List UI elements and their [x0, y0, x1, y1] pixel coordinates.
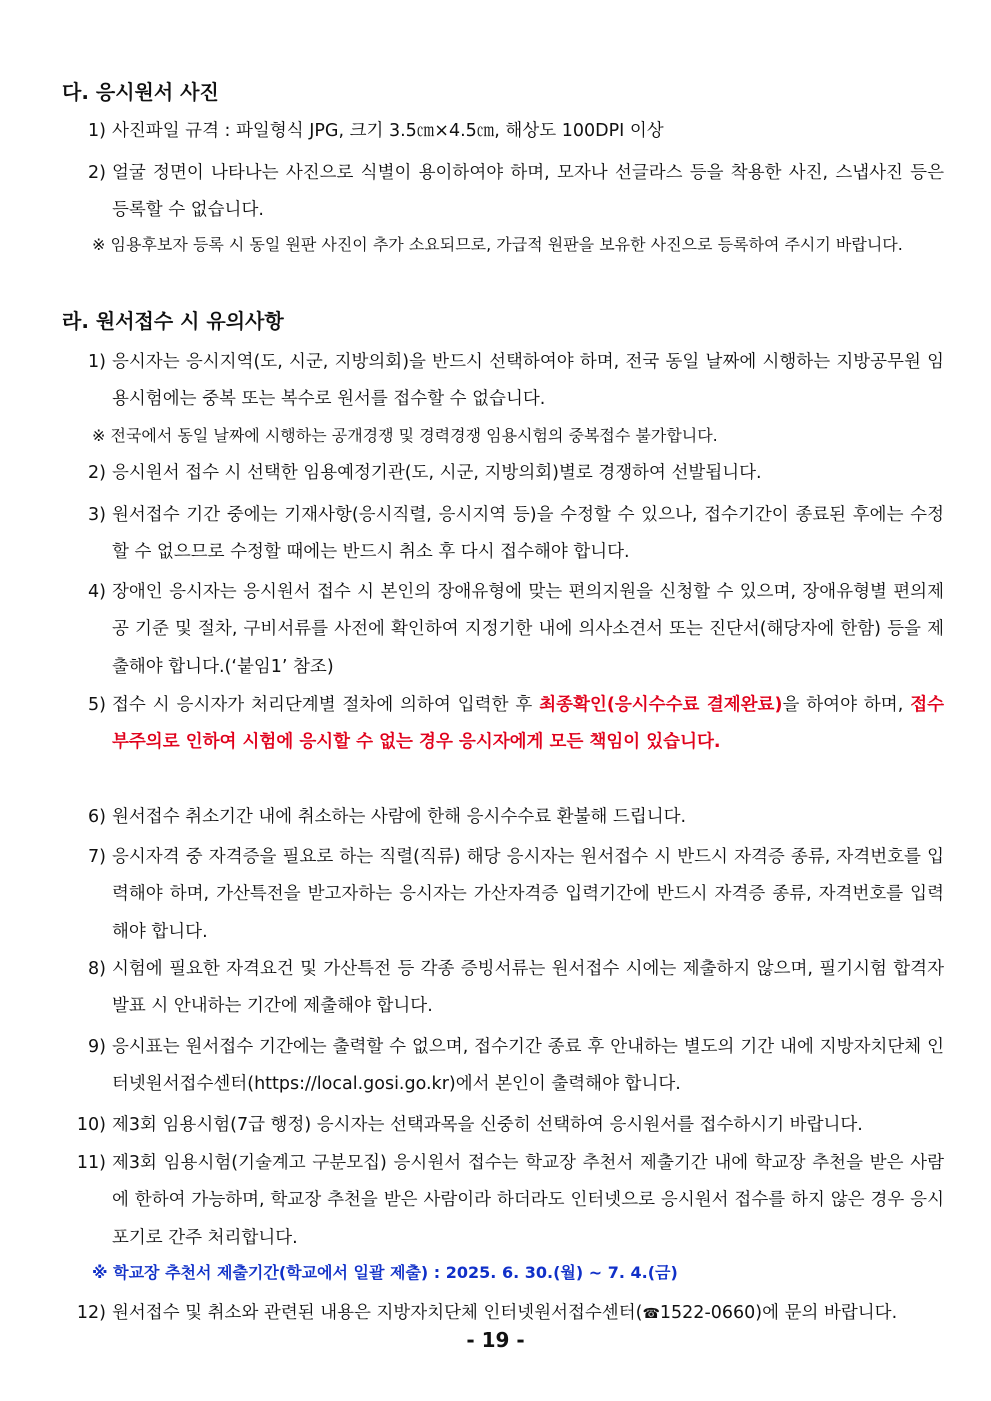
- telephone-icon: ☎: [642, 1306, 660, 1322]
- item-text: 응시표는 원서접수 기간에는 출력할 수 없으며, 접수기간 종료 후 안내하는 별도의 기간 내에 지방자치단체 인터넷원서접수센터(https://local.gosi.go.kr)에서 본인이 출력해야 합니다.: [112, 1037, 944, 1095]
- item-text: 원서접수 취소기간 내에 취소하는 사람에 한해 응시수수료 환불해 드립니다.: [112, 807, 687, 827]
- section-heading-photo: 다. 응시원서 사진: [62, 80, 219, 104]
- item-number: 4): [88, 582, 106, 602]
- item-number: 5): [88, 695, 106, 715]
- item-number: 9): [88, 1037, 106, 1057]
- note-recommendation-period: ※ 학교장 추천서 제출기간(학교에서 일괄 제출) : 2025. 6. 30.(월) ~ 7. 4.(금): [92, 1263, 678, 1282]
- list-item-caution-5: [62, 687, 944, 762]
- note-caution-1: ※ 전국에서 동일 날짜에 시행하는 공개경쟁 및 경력경쟁 임용시험의 중복접수 불가합니다.: [92, 426, 718, 445]
- item-text-part: 접수 시 응시자가 처리단계별 절차에 의하여 입력한 후: [112, 695, 540, 715]
- list-item-caution-9: [62, 1029, 944, 1104]
- list-item-caution-4: [62, 574, 944, 686]
- item-text: 사진파일 규격 : 파일형식 JPG, 크기 3.5㎝×4.5㎝, 해상도 100DPI 이상: [112, 121, 664, 141]
- item-text-part: 을 하여야 하며,: [782, 695, 911, 715]
- item-number: 8): [88, 959, 106, 979]
- list-item-caution-2: [62, 455, 944, 492]
- item-text-part: 원서접수 및 취소와 관련된 내용은 지방자치단체 인터넷원서접수센터(: [112, 1303, 643, 1323]
- item-number: 12): [76, 1303, 106, 1323]
- list-item-caution-11: [62, 1145, 944, 1257]
- list-item-photo-2: [62, 155, 944, 230]
- item-text: 응시원서 접수 시 선택한 임용예정기관(도, 시군, 지방의회)별로 경쟁하여 선발됩니다.: [112, 463, 762, 483]
- item-text: 장애인 응시자는 응시원서 접수 시 본인의 장애유형에 맞는 편의지원을 신청할 수 있으며, 장애유형별 편의제공 기준 및 절차, 구비서류를 사전에 확인하여 지정기한 내에 의사소견서 또는 진단서(해당자에 한함) 등을 제출해야 합니다.(‘붙임1’ 참조): [112, 582, 944, 677]
- list-item-caution-6: [62, 799, 944, 836]
- item-text-part: 1522-0660)에 문의 바랍니다.: [659, 1303, 898, 1323]
- item-text: 응시자격 중 자격증을 필요로 하는 직렬(직류) 해당 응시자는 원서접수 시 반드시 자격증 종류, 자격번호를 입력해야 하며, 가산특전을 받고자하는 응시자는 가산자격증 입력기간에 반드시 자격증 종류, 자격번호를 입력해야 합니다.: [112, 847, 944, 942]
- item-number: 11): [76, 1153, 106, 1173]
- item-number: 3): [88, 505, 106, 525]
- item-number: 10): [76, 1115, 106, 1135]
- list-item-caution-10: [62, 1107, 944, 1144]
- page-number: - 19 -: [466, 1328, 525, 1352]
- item-text: 원서접수 기간 중에는 기재사항(응시직렬, 응시지역 등)을 수정할 수 있으나, 접수기간이 종료된 후에는 수정할 수 없으므로 수정할 때에는 반드시 취소 후 다시 접수해야 합니다.: [112, 505, 944, 563]
- item-number: 6): [88, 807, 106, 827]
- emphasis-final-confirm: 최종확인(응시수수료 결제완료): [539, 695, 783, 715]
- list-item-caution-1: [62, 344, 944, 419]
- item-number: 1): [88, 121, 106, 141]
- list-item-caution-7: [62, 839, 944, 951]
- list-item-caution-8: [62, 951, 944, 1026]
- emphasis-responsibility: 접수 부주의로 인하여 시험에 응시할 수 없는 경우 응시자에게 모든 책임이 있습니다.: [112, 695, 945, 753]
- item-number: 1): [88, 352, 106, 372]
- item-number: 7): [88, 847, 106, 867]
- item-text: 제3회 임용시험(기술계고 구분모집) 응시원서 접수는 학교장 추천서 제출기간 내에 학교장 추천을 받은 사람에 한하여 가능하며, 학교장 추천을 받은 사람이라 하더라도 인터넷으로 응시원서 접수를 하지 않은 경우 응시포기로 간주 처리합니다.: [112, 1153, 944, 1248]
- item-number: 2): [88, 163, 106, 183]
- note-photo: ※ 임용후보자 등록 시 동일 원판 사진이 추가 소요되므로, 가급적 원판을 보유한 사진으로 등록하여 주시기 바랍니다.: [92, 235, 903, 254]
- item-number: 2): [88, 463, 106, 483]
- item-text: 제3회 임용시험(7급 행정) 응시자는 선택과목을 신중히 선택하여 응시원서를 접수하시기 바랍니다.: [112, 1115, 863, 1135]
- list-item-photo-1: [62, 113, 944, 150]
- list-item-caution-3: [62, 497, 944, 572]
- item-text: 얼굴 정면이 나타나는 사진으로 식별이 용이하여야 하며, 모자나 선글라스 등을 착용한 사진, 스냅사진 등은 등록할 수 없습니다.: [112, 163, 944, 221]
- item-text: 시험에 필요한 자격요건 및 가산특전 등 각종 증빙서류는 원서접수 시에는 제출하지 않으며, 필기시험 합격자 발표 시 안내하는 기간에 제출해야 합니다.: [112, 959, 944, 1017]
- section-heading-caution: 라. 원서접수 시 유의사항: [62, 309, 284, 333]
- item-text: [112, 687, 944, 762]
- item-text: 응시자는 응시지역(도, 시군, 지방의회)을 반드시 선택하여야 하며, 전국 동일 날짜에 시행하는 지방공무원 임용시험에는 중복 또는 복수로 원서를 접수할 수 없습니다.: [112, 352, 944, 410]
